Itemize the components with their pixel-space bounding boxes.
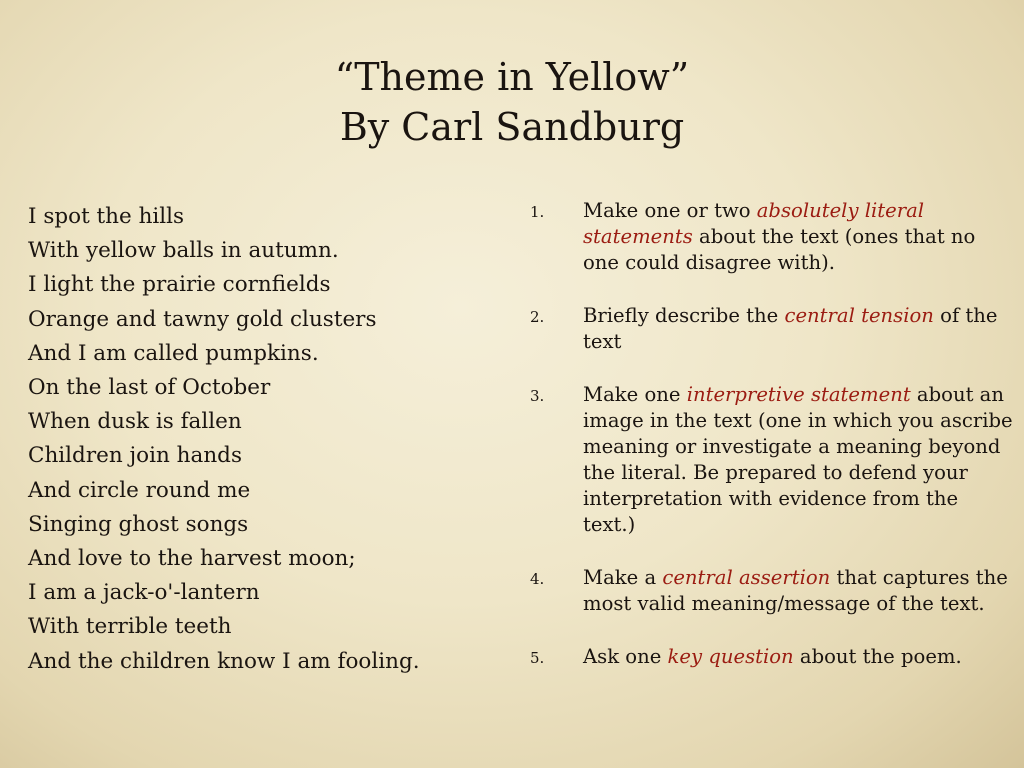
poem-line: When dusk is fallen xyxy=(28,409,242,435)
poem-line: On the last of October xyxy=(28,375,271,401)
poem-line: With yellow balls in autumn. xyxy=(28,238,339,264)
task-highlight: central assertion xyxy=(662,566,831,589)
task-highlight: central tension xyxy=(784,304,934,327)
poem-line: Singing ghost songs xyxy=(28,511,249,537)
task-number: 2. xyxy=(530,308,545,326)
task-text: Make one xyxy=(583,383,687,406)
task-item xyxy=(528,565,1014,617)
task-number: 5. xyxy=(530,649,545,667)
task-text: Ask one xyxy=(583,645,668,668)
poem-line: Children join hands xyxy=(28,443,242,469)
task-text: Make one or two xyxy=(583,199,757,222)
task-highlight: interpretive statement xyxy=(686,383,911,406)
title-poem-name: “Theme in Yellow” xyxy=(334,55,690,99)
poem-text xyxy=(28,200,498,679)
task-text: about the poem. xyxy=(793,645,962,668)
task-item xyxy=(528,644,1014,670)
task-item xyxy=(528,198,1014,276)
task-highlight: absolutely literal statements xyxy=(583,199,925,248)
task-highlight: key question xyxy=(667,645,794,668)
task-item xyxy=(528,303,1014,355)
poem-line: And I am called pumpkins. xyxy=(28,340,319,366)
task-number: 3. xyxy=(530,387,545,405)
slide-title xyxy=(0,52,1024,152)
task-text: about the text (ones that no one could disagree with). xyxy=(583,225,976,274)
task-text: about an image in the text (one in which you ascribe meaning or investigate a meaning beyond the literal. Be prepared to defend your interpretation with evidence from the text.) xyxy=(583,383,1013,536)
task-item xyxy=(528,382,1014,538)
task-text: of the text xyxy=(583,304,998,353)
poem-line: Orange and tawny gold clusters xyxy=(28,306,377,332)
task-number: 4. xyxy=(530,570,545,588)
task-text: Briefly describe the xyxy=(583,304,785,327)
poem-line: And the children know I am fooling. xyxy=(28,648,420,674)
poem-line: I light the prairie cornfields xyxy=(28,272,331,298)
poem-line: I spot the hills xyxy=(28,204,185,229)
poem-line: And love to the harvest moon; xyxy=(28,546,356,572)
poem-line: And circle round me xyxy=(28,477,251,503)
task-text: that captures the most valid meaning/message of the text. xyxy=(583,566,1008,615)
task-list xyxy=(528,198,1014,697)
task-number: 1. xyxy=(530,203,545,221)
poem-line: I am a jack-o'-lantern xyxy=(28,580,260,606)
poem-line: With terrible teeth xyxy=(28,614,232,640)
title-author: By Carl Sandburg xyxy=(339,105,685,149)
task-text: Make a xyxy=(583,566,663,589)
